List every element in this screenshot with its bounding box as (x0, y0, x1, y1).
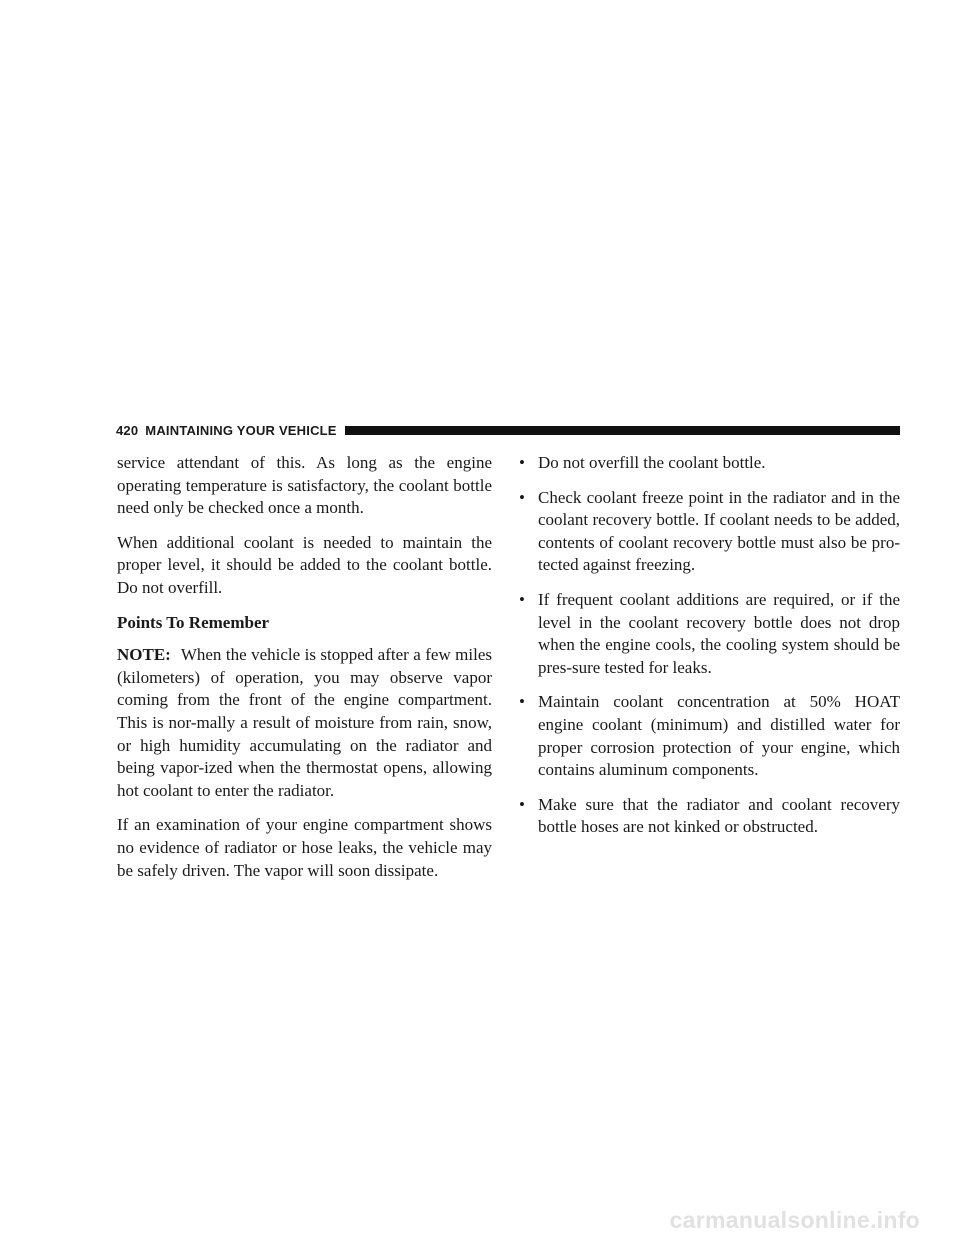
header-rule (345, 426, 900, 435)
paragraph-service-attendant: service attendant of this. As long as the engine operating temperature is satisfactory, the coolant bottle need only be checked once a month. (117, 453, 492, 518)
section-title: MAINTAINING YOUR VEHICLE (145, 422, 337, 438)
left-column (117, 452, 492, 894)
watermark: carmanualsonline.info (669, 1207, 920, 1233)
page-number: 420 (116, 422, 139, 438)
bullet-item (519, 589, 900, 679)
bullet-icon: • (519, 692, 525, 712)
bullet-item (519, 452, 900, 475)
bullet-text: If frequent coolant additions are required, or if the level in the coolant recovery bottle does not drop when the engine cools, the cooling system should be pres-sure tested for leaks. (538, 589, 900, 677)
bullet-item (519, 794, 900, 839)
bullet-icon: • (519, 487, 525, 507)
bullet-item (519, 691, 900, 781)
bullet-text: Maintain coolant concentration at 50% HOAT engine coolant (minimum) and distilled water for proper corrosion protection of your engine, which contains aluminum components. (538, 692, 900, 780)
bullet-text: Do not overfill the coolant bottle. (538, 453, 766, 472)
bullet-item (519, 487, 900, 577)
note-paragraph (117, 644, 492, 802)
bullet-text: Check coolant freeze point in the radiator and in the coolant recovery bottle. If coolant needs to be added, contents of coolant recovery bottle must also be pro-tected against freezing. (538, 487, 900, 575)
page-header (116, 420, 900, 440)
paragraph-examination: If an examination of your engine compartment shows no evidence of radiator or hose leaks, the vehicle may be safely driven. The vapor will soon dissipate. (117, 815, 492, 880)
section-heading: Points To Remember (117, 612, 270, 632)
paragraph-additional-coolant: When additional coolant is needed to maintain the proper level, it should be added to the coolant bottle. Do not overfill. (117, 532, 492, 597)
bullet-text: Make sure that the radiator and coolant recovery bottle hoses are not kinked or obstructed. (538, 794, 900, 837)
bullet-list (519, 452, 900, 839)
bullet-icon: • (519, 589, 525, 609)
note-text: When the vehicle is stopped after a few miles (kilometers) of operation, you may observe vapor coming from the front of the engine compartment. This is nor-mally a result of moisture from rain, snow, or high humidity accumulating on the radiator and being vapor-ized when the thermostat opens, allowing hot coolant to enter the radiator. (117, 645, 492, 800)
bullet-icon: • (519, 453, 525, 472)
right-column (519, 452, 900, 851)
note-label: NOTE: (117, 645, 171, 665)
bullet-icon: • (519, 794, 525, 814)
